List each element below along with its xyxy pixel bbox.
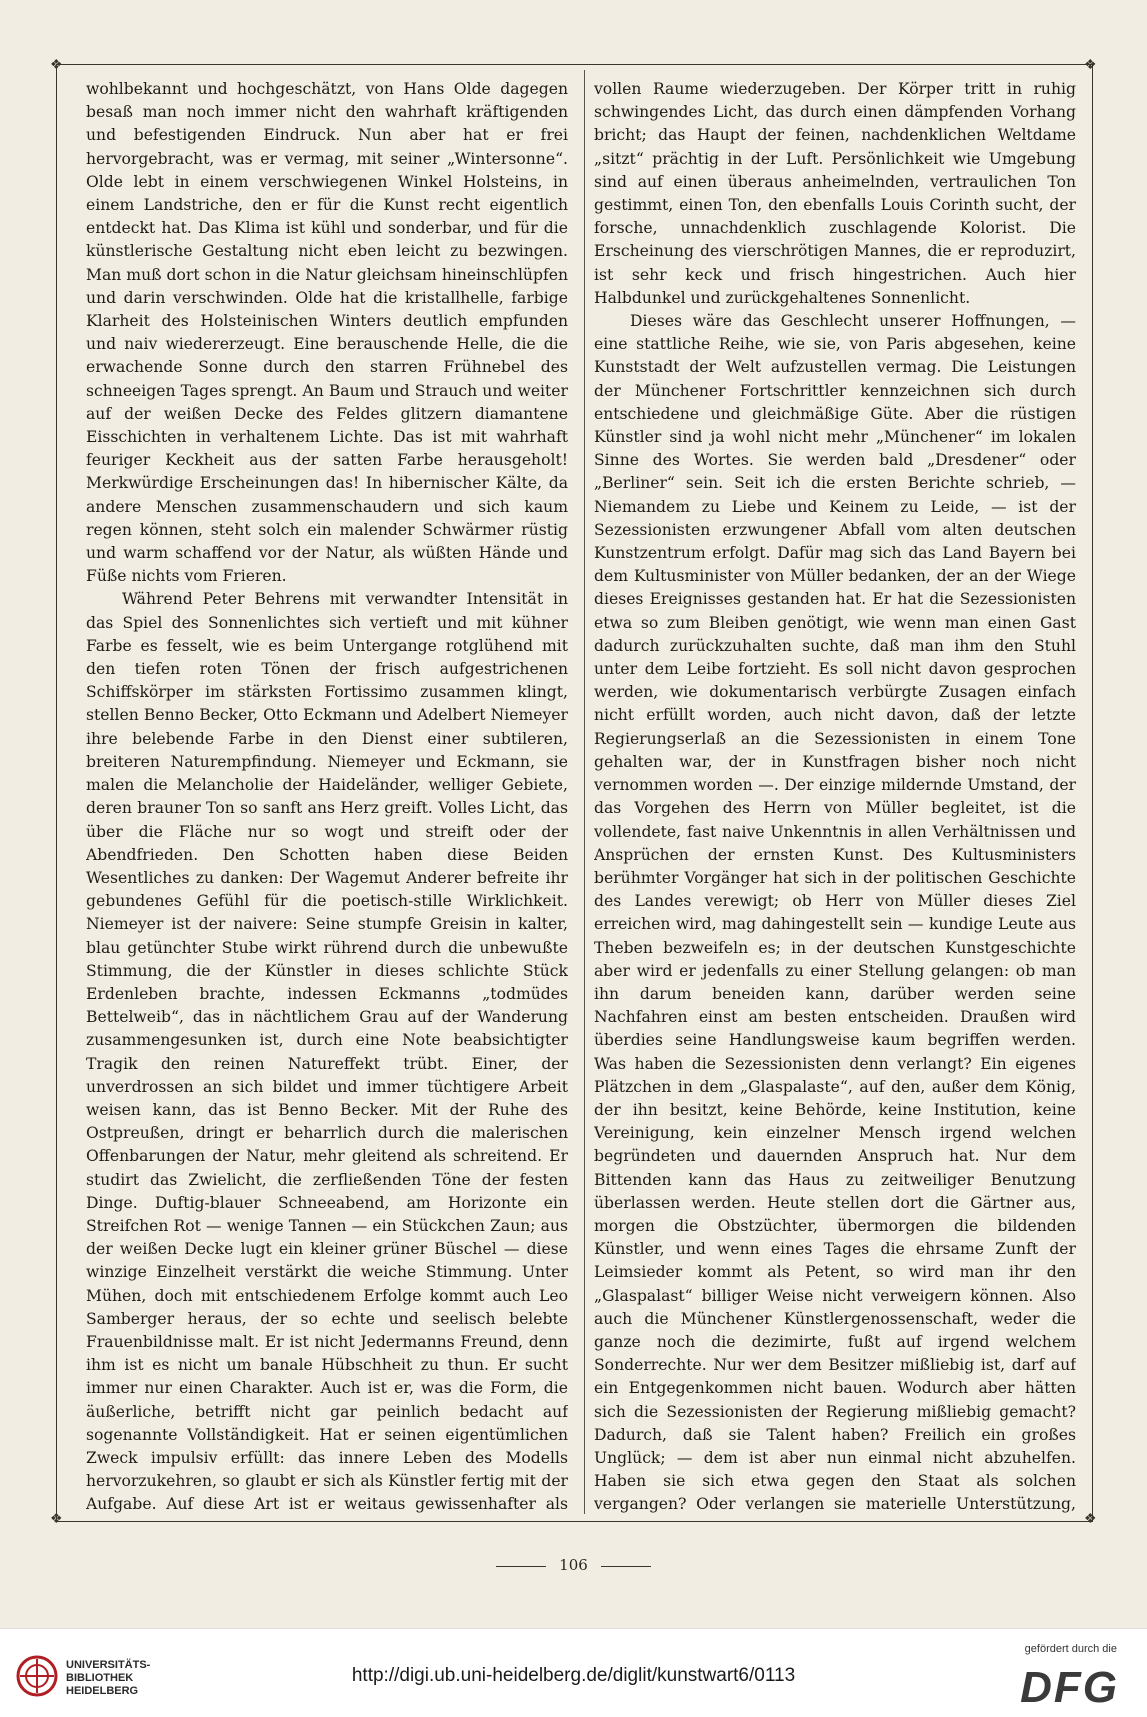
corner-ornament-icon: ❖: [50, 1511, 63, 1527]
column-divider: [584, 70, 585, 1514]
paragraph: Dieses wäre das Geschlecht unserer Hoffnungen, — eine stattliche Reihe, wie sie, von Paris abgesehen, keine Kunststadt der Welt aufzustellen vermag. Die Leistungen der Münchener Fortschrittler kennzeichnen sich durch entschiedene und gleichmäßige Güte. Aber die rüstigen Künstler sind ja wohl nicht mehr „Münchener“ im lokalen Sinne des Wortes. Sie werden bald „Dresdener“ oder „Berliner“ sein. Seit ich die ersten Berichte schrieb, — Niemandem zu Liebe und Keinem zu Leide, — ist der Sezessionisten erzwungener Abfall vom alten deutschen Kunstzentrum erfolgt. Dafür mag sich das Land Bayern bei dem Kultusminister von Müller bedanken, der an der Wiege dieses Ereignisses gestanden hat. Er hat die Sezessionisten etwa so zum Bleiben genötigt, wie wenn man einen Gast dadurch zurückzuhalten suchte, daß man ihm den Stuhl unter dem Leibe fortzieht. Es soll nicht davon gesprochen werden, wie dokumentarisch verbürgte Zusagen einfach nicht erfüllt worden, auch nicht davon, daß der letzte Regierungserlaß an die Sezessionisten in einem Tone gehalten war, der in Kunstfragen bisher noch nicht vernommen worden —. Der einzige mildernde Umstand, der das Vorgehen des Herrn von Müller begleitet, ist die vollendete, fast naive Unkenntnis in allen Verhältnissen und Ansprüchen der ernsten Kunst. Des Kultusministers berühmter Vorgänger hat sich in der politischen Geschichte des Landes verewigt; ob Herr von Müller dieses Ziel erreichen wird, mag dahingestellt sein — kundige Leute aus Theben bezweifeln es; in der deutschen Kunstgeschichte aber wird er jedenfalls zu einer Stellung gelangen: ob man ihn darum beneiden kann, darüber werden seine Nachfahren einst am besten entscheiden. Draußen wird überdies seine Handlungsweise kaum begriffen werden. Was haben die Sezessionisten denn verlangt? Ein eigenes Plätzchen in dem „Glaspalaste“, auf den, außer dem König, der ihn besitzt, keine Behörde, keine Institution, keine Vereinigung, kein einzelner Mensch irgend welchen begründeten und dauernden Anspruch hat. Nur dem Bittenden kann das Haus zu zeitweiliger Benutzung überlassen werden. Heute stellen dort die Gärtner aus, morgen die Obstzüchter, übermorgen die bildenden Künstler, und wenn eines Tages die ehrsame Zunft der Leimsieder kommt als Petent, so wird man ihr den „Glaspalast“ billiger Weise nicht verweigern können. Also auch die Münchener Künstlergenossenschaft, weder die ganze noch die dezimirte, fußt auf irgend welchem Sonderrechte. Nur wer dem Besitzer mißliebig ist, darf auf ein Entgegenkommen nicht bauen. Wodurch aber hätten sich die Sezessionisten der Regierung mißliebig gemacht? Dadurch, daß sie Talent haben? Freilich ein großes Unglück; — dem ist aber nun einmal nicht abzuhelfen. Haben sie sich etwa gegen den Staat als solchen vergangen? Oder verlangen sie materielle Unterstützung,: [594, 312, 1076, 1514]
page-url-link[interactable]: http://digi.ub.uni-heidelberg.de/diglit/kunstwart6/0113: [351, 1665, 796, 1686]
corner-ornament-icon: ❖: [1084, 1511, 1097, 1527]
corner-ornament-icon: ❖: [50, 57, 63, 73]
dfg-logo: DFG: [1020, 1663, 1119, 1712]
corner-ornament-icon: ❖: [1084, 57, 1097, 73]
left-column: [86, 78, 568, 1514]
paragraph: wohlbekannt und hochgeschätzt, von Hans Olde dagegen besaß man noch immer nicht den wahrhaft kräftigenden und befestigenden Eindruck. Nun aber hat er frei hervorgebracht, was er vermag, mit seiner „Wintersonne“. Olde lebt in einem verschwiegenen Winkel Holsteins, in einem Landstriche, den er für die Kunst recht eigentlich entdeckt hat. Das Klima ist kühl und sonderbar, und für die künstlerische Gestaltung nicht eben leicht zu bezwingen. Man muß dort schon in die Natur gleichsam hineinschlüpfen und darin verschwinden. Olde hat die kristallhelle, farbige Klarheit des Holsteinischen Winters deutlich empfunden und naiv wiedererzeugt. Eine berauschende Helle, die die erwachende Sonne durch den starren Frühnebel des schneeigen Tages sprengt. An Baum und Strauch und weiter auf der weißen Decke des Feldes glitzern diamantene Eisschichten in verhaltenem Lichte. Das ist mit wahrhaft feuriger Keckheit aus der satten Farbe herausgeholt! Merkwürdige Erscheinungen das! In hibernischer Kälte, da andere Menschen zusammenschaudern und sich kaum regen können, steht solch ein malender Schwärmer rüstig und warm schaffend vor der Natur, als wüßten Hände und Füße nichts vom Frieren.: [86, 80, 568, 586]
paragraph: Während Peter Behrens mit verwandter Intensität in das Spiel des Sonnenlichtes sich vertieft und mit kühner Farbe es fesselt, wie es beim Untergange rotglühend mit den tiefen roten Tönen der frisch aufgestrichenen Schiffskörper im stärksten Fortissimo zusammen klingt, stellen Benno Becker, Otto Eckmann und Adelbert Niemeyer ihre belebende Farbe in den Dienst einer subtileren, breiteren Naturempfindung. Niemeyer und Eckmann, sie malen die Melancholie der Haideländer, welliger Gebiete, deren brauner Ton so sanft ans Herz greift. Volles Licht, das über die Fläche nur so wogt und streift oder der Abendfrieden. Den Schotten haben diese Beiden Wesentliches zu danken: Der Wagemut Anderer befreite ihr gebundenes Gefühl für die poetisch-stille Wirklichkeit. Niemeyer ist der naivere: Seine stumpfe Greisin in kalter, blau getünchter Stube wirkt rührend durch die unbewußte Stimmung, die der Künstler in dieses schlichte Stück Erdenleben brachte, indessen Eckmanns „todmüdes Bettelweib“, das in nächtlichem Grau auf der Wanderung zusammengesunken ist, durch eine Note beabsichtigter Tragik den reinen Natureffekt trübt. Einer, der unverdrossen an sich bildet und immer tüchtigere Arbeit weisen kann, das ist Benno Becker. Mit der Ruhe des Ostpreußen, dringt er beharrlich durch die malerischen Offenbarungen der Natur, mehr gleitend als schreitend. Er studirt das Zwielicht, die zerfließenden Töne der festen Dinge. Duftig-blauer Schneeabend, am Horizonte ein Streifchen Rot — wenige Tannen — ein Stückchen Zaun; aus der weißen Decke lugt ein kleiner grüner Büschel — diese winzige Einzelheit verstärkt die weiche Stimmung. Unter Mühen, doch mit entschiedenem Erfolge kommt auch Leo Samberger heraus, der so echte und seelisch belebte Frauenbildnisse malt. Er ist nicht Jedermanns Freund, denn ihm ist es nicht um banale Hübschheit zu thun. Er sucht immer nur einen Charakter. Auch ist er, was die Form, die äußerliche, betrifft nicht gar peinlich bedacht auf sogenannte Vollständigkeit. Hat er seinen eigentümlichen Zweck impulsiv erfüllt: das innere Leben des Modells hervorzukehren, so glaubt er sich als Künstler fertig mit der Aufgabe. Auf diese Art ist er weitaus gewissenhafter als: [86, 590, 568, 1514]
right-column: [594, 78, 1076, 1514]
paragraph: vollen Raume wiederzugeben. Der Körper tritt in ruhig schwingendes Licht, das durch einen dämpfenden Vorhang bricht; das Haupt der feinen, nachdenklichen Weltdame „sitzt“ prächtig in der Luft. Persönlichkeit wie Umgebung sind auf einen überaus anheimelnden, vertraulichen Ton gestimmt, einen Ton, den ebenfalls Louis Corinth sucht, der forsche, unnachdenklich zuschlagende Kolorist. Die Erscheinung des vierschrötigen Mannes, die er reproduzirt, ist sehr keck und frisch hingestrichen. Auch hier Halbdunkel und zurückgehaltenes Sonnenlicht.: [594, 80, 1076, 307]
institution-name: UNIVERSITÄTS- BIBLIOTHEK HEIDELBERG: [66, 1659, 151, 1697]
viewer-footer: [0, 1628, 1147, 1717]
page-number: 106: [0, 1556, 1147, 1574]
funding-caption: gefördert durch die: [1024, 1643, 1117, 1655]
